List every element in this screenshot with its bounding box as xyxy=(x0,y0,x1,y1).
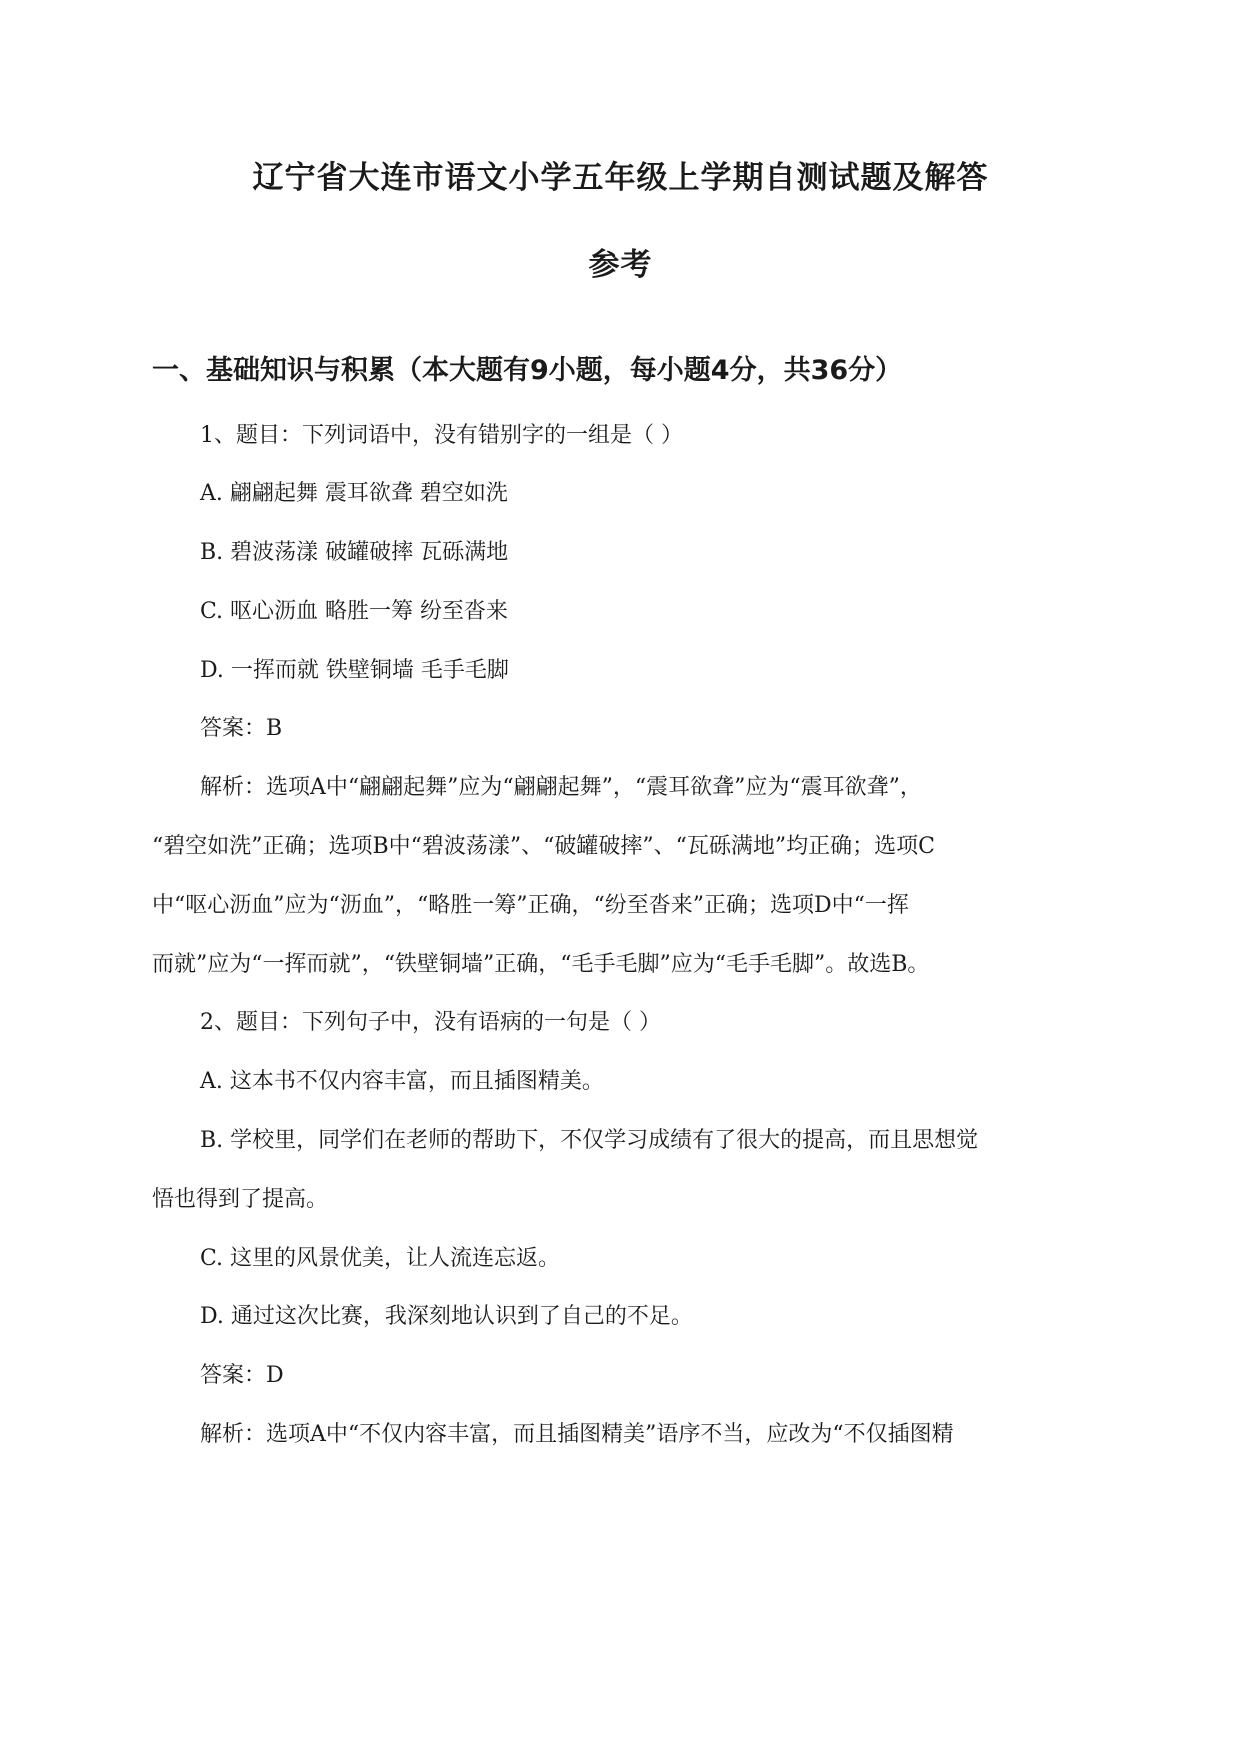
document-title-continued: 参考 xyxy=(588,247,653,283)
question-1-analysis-cont-2: 中“呕心沥血”应为“沥血”，“略胜一筹”正确，“纷至沓来”正确；选项D中“一挥 xyxy=(152,893,909,918)
question-1-option-a: A. 翩翩起舞 震耳欲聋 碧空如洗 xyxy=(200,481,508,506)
question-1-option-c: C. 呕心沥血 略胜一筹 纷至沓来 xyxy=(200,599,509,624)
question-1-option-d: D. 一挥而就 铁壁铜墙 毛手毛脚 xyxy=(200,658,509,683)
question-1-answer: 答案：B xyxy=(200,716,283,741)
question-1-analysis: 解析：选项A中“翩翩起舞”应为“翩翩起舞”，“震耳欲聋”应为“震耳欲聋”， xyxy=(200,775,922,800)
question-1-analysis-cont-3: 而就”应为“一挥而就”，“铁壁铜墙”正确，“毛手毛脚”应为“毛手毛脚”。故选B。 xyxy=(152,952,930,977)
question-2-option-b-cont: 悟也得到了提高。 xyxy=(152,1187,329,1212)
question-2-option-a: A. 这本书不仅内容丰富，而且插图精美。 xyxy=(200,1069,604,1094)
question-1-text: 1、题目：下列词语中，没有错别字的一组是（ ） xyxy=(200,423,683,448)
question-2-option-b: B. 学校里，同学们在老师的帮助下，不仅学习成绩有了很大的提高，而且思想觉 xyxy=(200,1128,979,1153)
question-1-analysis-cont-1: “碧空如洗”正确；选项B中“碧波荡漾”、“破罐破摔”、“瓦砾满地”均正确；选项C xyxy=(152,834,935,859)
question-2-text: 2、题目：下列句子中，没有语病的一句是（ ） xyxy=(200,1010,661,1035)
question-2-answer: 答案：D xyxy=(200,1363,284,1388)
question-2-analysis: 解析：选项A中“不仅内容丰富，而且插图精美”语序不当，应改为“不仅插图精 xyxy=(200,1422,954,1447)
question-1-option-b: B. 碧波荡漾 破罐破摔 瓦砾满地 xyxy=(200,540,509,565)
question-2-option-d: D. 通过这次比赛，我深刻地认识到了自己的不足。 xyxy=(200,1304,693,1329)
section-heading: 一、基础知识与积累（本大题有9小题，每小题4分，共36分） xyxy=(152,355,903,386)
document-title: 辽宁省大连市语文小学五年级上学期自测试题及解答 xyxy=(252,160,989,196)
question-2-option-c: C. 这里的风景优美，让人流连忘返。 xyxy=(200,1246,561,1271)
